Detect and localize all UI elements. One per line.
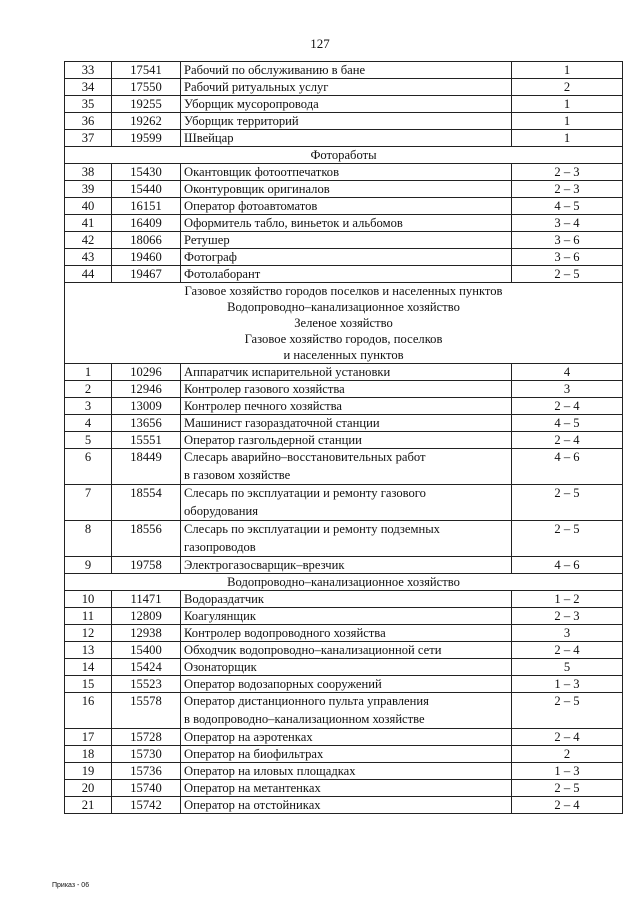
- row-number: 3: [65, 398, 112, 415]
- section-heading: [65, 574, 623, 591]
- table-row: [65, 763, 623, 780]
- profession-name-line: в газовом хозяйстве: [184, 467, 291, 482]
- table-row: [65, 398, 623, 415]
- grade-range: 2 – 3: [512, 164, 623, 181]
- profession-name: Электрогазосварщик–врезчик: [181, 557, 512, 574]
- grade-range: 3 – 4: [512, 215, 623, 232]
- grade-range: 2 – 4: [512, 432, 623, 449]
- section-heading-line: Водопроводно–канализационное хозяйство: [227, 575, 460, 589]
- row-number: 36: [65, 113, 112, 130]
- page-number: 127: [310, 36, 330, 51]
- profession-code: 11471: [112, 591, 181, 608]
- row-number: 19: [65, 763, 112, 780]
- row-number: 39: [65, 181, 112, 198]
- profession-name: Окантовщик фотоотпечатков: [181, 164, 512, 181]
- profession-code: 13656: [112, 415, 181, 432]
- profession-name: Ретушер: [181, 232, 512, 249]
- grade-range: 2 – 4: [512, 642, 623, 659]
- row-number: 9: [65, 557, 112, 574]
- table-row: [65, 746, 623, 763]
- professions-table: [64, 61, 623, 814]
- table-body: [65, 62, 623, 814]
- grade-range: 3: [512, 625, 623, 642]
- profession-code: 18066: [112, 232, 181, 249]
- row-number: 4: [65, 415, 112, 432]
- profession-name: Озонаторщик: [181, 659, 512, 676]
- profession-name: Рабочий по обслуживанию в бане: [181, 62, 512, 79]
- profession-name: Обходчик водопроводно–канализационной сети: [181, 642, 512, 659]
- section-row: [65, 283, 623, 364]
- row-number: 7: [65, 485, 112, 521]
- profession-name: Оконтуровщик оригиналов: [181, 181, 512, 198]
- table-row: [65, 130, 623, 147]
- profession-code: 15400: [112, 642, 181, 659]
- table-row: [65, 232, 623, 249]
- row-number: 1: [65, 364, 112, 381]
- profession-name: Оператор фотоавтоматов: [181, 198, 512, 215]
- table-row: [65, 729, 623, 746]
- row-number: 2: [65, 381, 112, 398]
- profession-code: 15740: [112, 780, 181, 797]
- section-heading-line: Зеленое хозяйство: [294, 316, 393, 330]
- profession-code: 15551: [112, 432, 181, 449]
- profession-name-line: оборудования: [184, 503, 258, 518]
- table-row: [65, 608, 623, 625]
- table-row: [65, 381, 623, 398]
- table-row: [65, 625, 623, 642]
- table-row: [65, 113, 623, 130]
- table-row: [65, 642, 623, 659]
- grade-range: 3: [512, 381, 623, 398]
- profession-name: Оператор на биофильтрах: [181, 746, 512, 763]
- row-number: 38: [65, 164, 112, 181]
- grade-range: 4 – 5: [512, 415, 623, 432]
- profession-name: [181, 449, 512, 485]
- grade-range: 2 – 5: [512, 485, 623, 521]
- grade-range: 1: [512, 62, 623, 79]
- row-number: 16: [65, 693, 112, 729]
- grade-range: 2 – 5: [512, 266, 623, 283]
- grade-range: 1: [512, 96, 623, 113]
- profession-name: Контролер печного хозяйства: [181, 398, 512, 415]
- profession-code: 10296: [112, 364, 181, 381]
- profession-name: Оператор на отстойниках: [181, 797, 512, 814]
- profession-code: 15578: [112, 693, 181, 729]
- profession-name: Оператор газгольдерной станции: [181, 432, 512, 449]
- grade-range: 4: [512, 364, 623, 381]
- row-number: 21: [65, 797, 112, 814]
- profession-code: 15730: [112, 746, 181, 763]
- profession-name: Фотограф: [181, 249, 512, 266]
- grade-range: 2 – 5: [512, 780, 623, 797]
- profession-code: 19599: [112, 130, 181, 147]
- section-heading: [65, 283, 623, 364]
- row-number: 42: [65, 232, 112, 249]
- row-number: 12: [65, 625, 112, 642]
- table-row: [65, 164, 623, 181]
- profession-name: Оператор на метантенках: [181, 780, 512, 797]
- grade-range: 4 – 6: [512, 557, 623, 574]
- grade-range: 1: [512, 130, 623, 147]
- profession-code: 16151: [112, 198, 181, 215]
- profession-code: 13009: [112, 398, 181, 415]
- profession-name-line: Оператор дистанционного пульта управления: [184, 694, 429, 708]
- grade-range: 4 – 6: [512, 449, 623, 485]
- row-number: 6: [65, 449, 112, 485]
- profession-name: Оператор водозапорных сооружений: [181, 676, 512, 693]
- grade-range: 2 – 5: [512, 521, 623, 557]
- profession-code: 15728: [112, 729, 181, 746]
- table-row: [65, 215, 623, 232]
- grade-range: 1 – 3: [512, 676, 623, 693]
- profession-code: 19262: [112, 113, 181, 130]
- profession-name: [181, 693, 512, 729]
- row-number: 14: [65, 659, 112, 676]
- profession-name: Швейцар: [181, 130, 512, 147]
- table-row: [65, 485, 623, 521]
- row-number: 10: [65, 591, 112, 608]
- table-row: [65, 415, 623, 432]
- profession-code: 15430: [112, 164, 181, 181]
- table-row: [65, 591, 623, 608]
- profession-name-line: газопроводов: [184, 539, 256, 554]
- profession-name: Коагулянщик: [181, 608, 512, 625]
- profession-code: 15742: [112, 797, 181, 814]
- table-row: [65, 198, 623, 215]
- row-number: 8: [65, 521, 112, 557]
- profession-code: 15440: [112, 181, 181, 198]
- profession-code: 19758: [112, 557, 181, 574]
- row-number: 41: [65, 215, 112, 232]
- table-row: [65, 780, 623, 797]
- profession-name: [181, 485, 512, 521]
- table-row: [65, 693, 623, 729]
- profession-code: 18554: [112, 485, 181, 521]
- table-row: [65, 364, 623, 381]
- section-heading-line: Водопроводно–канализационное хозяйство: [227, 300, 460, 314]
- grade-range: 1 – 2: [512, 591, 623, 608]
- row-number: 17: [65, 729, 112, 746]
- row-number: 37: [65, 130, 112, 147]
- profession-code: 17550: [112, 79, 181, 96]
- table-row: [65, 96, 623, 113]
- profession-code: 15523: [112, 676, 181, 693]
- grade-range: 2: [512, 746, 623, 763]
- table-row: [65, 181, 623, 198]
- row-number: 35: [65, 96, 112, 113]
- row-number: 13: [65, 642, 112, 659]
- table-row: [65, 557, 623, 574]
- profession-name-line: Слесарь аварийно–восстановительных работ: [184, 450, 426, 464]
- profession-name: Уборщик территорий: [181, 113, 512, 130]
- profession-name: Уборщик мусоропровода: [181, 96, 512, 113]
- row-number: 15: [65, 676, 112, 693]
- grade-range: 5: [512, 659, 623, 676]
- profession-code: 12809: [112, 608, 181, 625]
- table-row: [65, 521, 623, 557]
- row-number: 34: [65, 79, 112, 96]
- grade-range: 2 – 4: [512, 398, 623, 415]
- table-row: [65, 432, 623, 449]
- profession-code: 15736: [112, 763, 181, 780]
- profession-code: 12938: [112, 625, 181, 642]
- profession-code: 19467: [112, 266, 181, 283]
- section-heading-line: и населенных пунктов: [283, 348, 404, 362]
- profession-name: [181, 521, 512, 557]
- row-number: 5: [65, 432, 112, 449]
- profession-name: Фотолаборант: [181, 266, 512, 283]
- grade-range: 2 – 5: [512, 693, 623, 729]
- profession-name-line: в водопроводно–канализационном хозяйстве: [184, 711, 425, 726]
- profession-code: 19460: [112, 249, 181, 266]
- profession-code: 17541: [112, 62, 181, 79]
- profession-name-line: Слесарь по эксплуатации и ремонту подземных: [184, 522, 440, 536]
- profession-name: Контролер газового хозяйства: [181, 381, 512, 398]
- table-row: [65, 79, 623, 96]
- grade-range: 1 – 3: [512, 763, 623, 780]
- grade-range: 3 – 6: [512, 249, 623, 266]
- table-row: [65, 266, 623, 283]
- row-number: 20: [65, 780, 112, 797]
- grade-range: 2: [512, 79, 623, 96]
- grade-range: 2 – 4: [512, 797, 623, 814]
- profession-name: Оператор на иловых площадках: [181, 763, 512, 780]
- profession-code: 16409: [112, 215, 181, 232]
- row-number: 44: [65, 266, 112, 283]
- grade-range: 2 – 4: [512, 729, 623, 746]
- profession-name: Аппаратчик испарительной установки: [181, 364, 512, 381]
- section-heading-line: Газовое хозяйство городов поселков и населенных пунктов: [184, 284, 503, 298]
- table-row: [65, 449, 623, 485]
- profession-code: 12946: [112, 381, 181, 398]
- profession-name: Контролер водопроводного хозяйства: [181, 625, 512, 642]
- grade-range: 1: [512, 113, 623, 130]
- row-number: 33: [65, 62, 112, 79]
- row-number: 18: [65, 746, 112, 763]
- table-row: [65, 676, 623, 693]
- row-number: 40: [65, 198, 112, 215]
- section-heading: [65, 147, 623, 164]
- section-row: [65, 147, 623, 164]
- grade-range: 2 – 3: [512, 181, 623, 198]
- grade-range: 2 – 3: [512, 608, 623, 625]
- profession-name: Машинист газораздаточной станции: [181, 415, 512, 432]
- profession-name-line: Слесарь по эксплуатации и ремонту газового: [184, 486, 426, 500]
- row-number: 43: [65, 249, 112, 266]
- section-heading-line: Газовое хозяйство городов, поселков: [244, 332, 443, 346]
- profession-code: 15424: [112, 659, 181, 676]
- row-number: 11: [65, 608, 112, 625]
- table-row: [65, 249, 623, 266]
- profession-name: Оператор на аэротенках: [181, 729, 512, 746]
- profession-code: 18449: [112, 449, 181, 485]
- grade-range: 3 – 6: [512, 232, 623, 249]
- table-row: [65, 62, 623, 79]
- table-row: [65, 797, 623, 814]
- profession-name: Рабочий ритуальных услуг: [181, 79, 512, 96]
- section-row: [65, 574, 623, 591]
- profession-name: Водораздатчик: [181, 591, 512, 608]
- grade-range: 4 – 5: [512, 198, 623, 215]
- section-heading-line: Фотоработы: [310, 148, 377, 162]
- table-row: [65, 659, 623, 676]
- page-footer: Приказ - 06: [52, 882, 90, 889]
- profession-name: Оформитель табло, виньеток и альбомов: [181, 215, 512, 232]
- profession-code: 18556: [112, 521, 181, 557]
- profession-code: 19255: [112, 96, 181, 113]
